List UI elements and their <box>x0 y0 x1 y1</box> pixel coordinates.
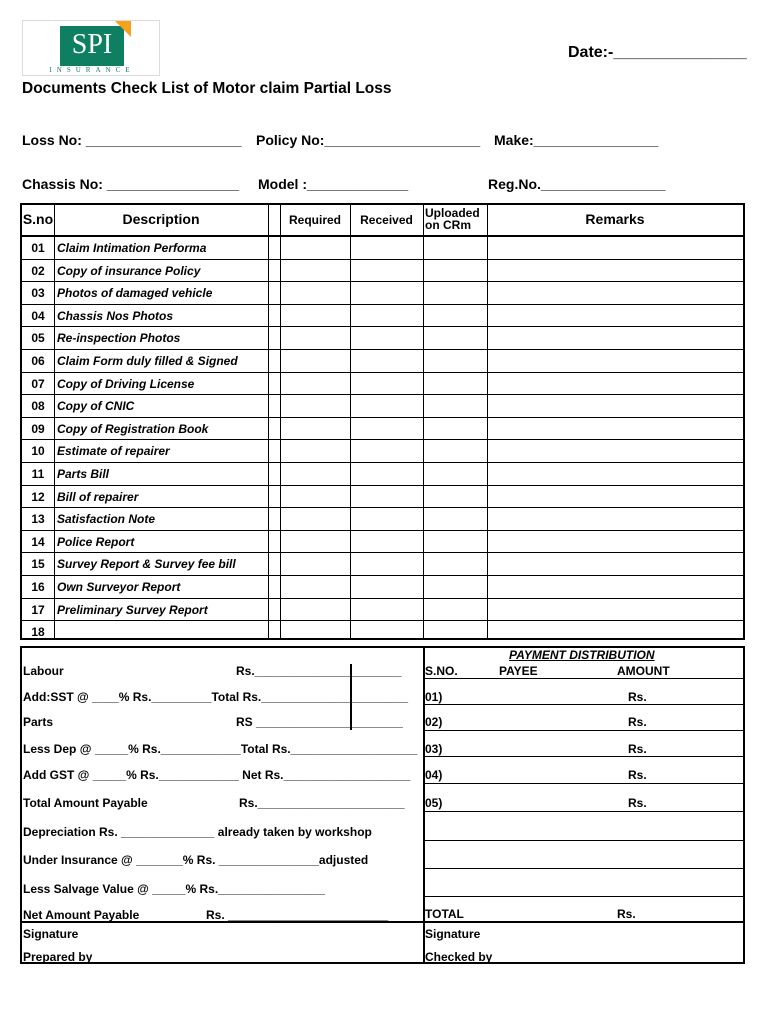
payment-total-amount[interactable]: Rs. <box>617 907 636 921</box>
total-payable-label: Total Amount Payable <box>23 796 148 810</box>
date-field[interactable]: Date:-_______________ <box>568 44 747 61</box>
row-description: Survey Report & Survey fee bill <box>57 557 236 572</box>
header-uploaded-line2: on CRm <box>425 218 471 232</box>
col-gap <box>270 205 280 638</box>
header-required: Required <box>288 213 341 227</box>
header-received: Received <box>360 213 413 227</box>
payment-col-payee: PAYEE <box>499 664 538 678</box>
reg-no-field[interactable]: Reg.No.________________ <box>488 176 666 192</box>
labour-label: Labour <box>23 664 64 678</box>
row-divider <box>22 326 743 327</box>
col-divider <box>423 205 424 638</box>
payment-row-sno: 03) <box>425 742 443 756</box>
row-sno: 14 <box>31 534 45 549</box>
payment-row-line <box>423 840 743 841</box>
payment-distribution-title: PAYMENT DISTRIBUTION <box>509 648 655 662</box>
chassis-no-field[interactable]: Chassis No: _________________ <box>22 176 240 192</box>
col-divider <box>487 205 488 638</box>
row-description: Claim Form duly filled & Signed <box>57 354 238 368</box>
signature-label: Signature <box>23 927 79 941</box>
page-title: Documents Check List of Motor claim Partial Loss <box>22 80 392 97</box>
row-divider <box>22 485 743 486</box>
parts-label: Parts <box>23 715 54 729</box>
payment-row-line <box>423 783 743 784</box>
row-divider <box>22 530 743 531</box>
less-dep-field[interactable]: Less Dep @ _____% Rs.____________Total Rs.___________________ <box>23 742 418 756</box>
row-divider <box>22 417 743 418</box>
col-divider <box>350 205 351 638</box>
payment-row-line <box>423 811 743 812</box>
payment-row-line <box>423 756 743 757</box>
add-sst-field[interactable]: Add:SST @ ____% Rs._________Total Rs.______________________ <box>23 690 409 704</box>
payment-row-line <box>423 896 743 897</box>
logo-brand: SPI <box>71 29 113 60</box>
row-description: Copy of Registration Book <box>57 421 209 436</box>
row-sno: 05 <box>31 331 45 346</box>
net-payable-field[interactable]: Rs. ________________________ <box>206 908 389 922</box>
documents-checklist-table <box>20 203 745 640</box>
payment-row-sno: 04) <box>425 768 443 782</box>
row-description: Bill of repairer <box>57 489 139 504</box>
prepared-by-label: Prepared by <box>23 950 93 964</box>
payment-row-amount[interactable]: Rs. <box>628 796 647 810</box>
row-description: Own Surveyor Report <box>57 580 181 594</box>
row-divider <box>22 552 743 553</box>
logo-tagline: INSURANCE <box>49 66 135 74</box>
depreciation-field[interactable]: Depreciation Rs. ______________ already taken by workshop <box>23 825 372 839</box>
payment-row-sno: 02) <box>425 715 443 729</box>
row-description: Claim Intimation Performa <box>57 241 207 255</box>
row-sno: 15 <box>31 557 45 572</box>
net-payable-label: Net Amount Payable <box>23 908 140 922</box>
row-divider <box>22 462 743 463</box>
row-divider <box>22 304 743 305</box>
row-description: Chassis Nos Photos <box>57 308 174 323</box>
header-remarks: Remarks <box>585 211 645 227</box>
payment-row-sno: 01) <box>425 690 443 704</box>
row-description: Copy of CNIC <box>57 399 135 414</box>
make-field[interactable]: Make:________________ <box>494 132 659 148</box>
row-sno: 17 <box>31 602 45 617</box>
row-divider <box>22 575 743 576</box>
payment-row-amount[interactable]: Rs. <box>628 768 647 782</box>
row-divider <box>22 620 743 621</box>
header-uploaded <box>425 207 480 231</box>
row-sno: 10 <box>31 444 45 459</box>
row-sno: 07 <box>31 376 45 391</box>
row-sno: 02 <box>31 263 45 278</box>
payment-col-amount: AMOUNT <box>617 664 670 678</box>
row-description: Satisfaction Note <box>57 512 156 527</box>
labour-amount-field[interactable]: Rs.______________________ <box>236 664 402 678</box>
row-divider <box>22 259 743 260</box>
payment-row-sno: 05) <box>425 796 443 810</box>
row-divider <box>22 349 743 350</box>
row-divider <box>22 281 743 282</box>
row-sno: 09 <box>31 421 45 436</box>
total-payable-field[interactable]: Rs.______________________ <box>239 796 405 810</box>
row-sno: 11 <box>31 467 45 481</box>
loss-no-field[interactable]: Loss No: ____________________ <box>22 132 242 148</box>
row-divider <box>22 394 743 395</box>
payment-total-label: TOTAL <box>425 907 464 921</box>
col-divider <box>280 205 281 638</box>
add-gst-field[interactable]: Add GST @ _____% Rs.____________ Net Rs.___________________ <box>23 768 411 782</box>
row-sno: 04 <box>31 308 45 323</box>
row-description: Copy of Driving License <box>57 376 195 391</box>
header-description: Description <box>122 211 200 227</box>
row-description: Estimate of repairer <box>57 444 170 459</box>
less-salvage-field[interactable]: Less Salvage Value @ _____% Rs.________________ <box>23 882 325 896</box>
row-divider <box>22 439 743 440</box>
row-divider <box>22 598 743 599</box>
row-sno: 18 <box>31 625 45 640</box>
company-logo <box>22 20 160 76</box>
payment-row-line <box>423 678 743 679</box>
parts-amount-field[interactable]: RS ______________________ <box>236 715 403 729</box>
payment-row-line <box>423 730 743 731</box>
payment-row-amount[interactable]: Rs. <box>628 742 647 756</box>
header-divider <box>22 235 743 237</box>
payment-row-amount[interactable]: Rs. <box>628 715 647 729</box>
row-description: Preliminary Survey Report <box>57 602 208 617</box>
row-sno: 06 <box>31 354 45 368</box>
row-description: Re-inspection Photos <box>57 331 181 346</box>
row-description: Photos of damaged vehicle <box>57 286 213 301</box>
col-divider <box>268 205 269 638</box>
payment-col-sno: S.NO. <box>425 664 458 678</box>
row-sno: 13 <box>31 512 45 527</box>
row-sno: 12 <box>31 489 45 504</box>
payment-row-amount[interactable]: Rs. <box>628 690 647 704</box>
policy-no-field[interactable]: Policy No:____________________ <box>256 132 481 148</box>
header-sno: S.no <box>22 211 54 227</box>
header-uploaded-line1: Uploaded <box>425 206 480 220</box>
claim-calculation-panel <box>20 646 745 964</box>
col-divider <box>54 205 55 638</box>
checked-by-label: Checked by <box>425 950 493 964</box>
row-sno: 16 <box>31 580 45 594</box>
payment-row-line <box>423 868 743 869</box>
row-sno: 01 <box>31 241 45 255</box>
under-insurance-field[interactable]: Under Insurance @ _______% Rs. _______________adjusted <box>23 853 369 867</box>
payment-signature-label: Signature <box>425 927 481 941</box>
row-divider <box>22 372 743 373</box>
payment-row-line <box>423 704 743 705</box>
row-description: Police Report <box>57 534 135 549</box>
model-field[interactable]: Model :_____________ <box>258 176 409 192</box>
row-sno: 03 <box>31 286 45 301</box>
row-divider <box>22 507 743 508</box>
row-description: Copy of insurance Policy <box>57 263 201 278</box>
row-description: Parts Bill <box>57 467 110 481</box>
row-sno: 08 <box>31 399 45 414</box>
